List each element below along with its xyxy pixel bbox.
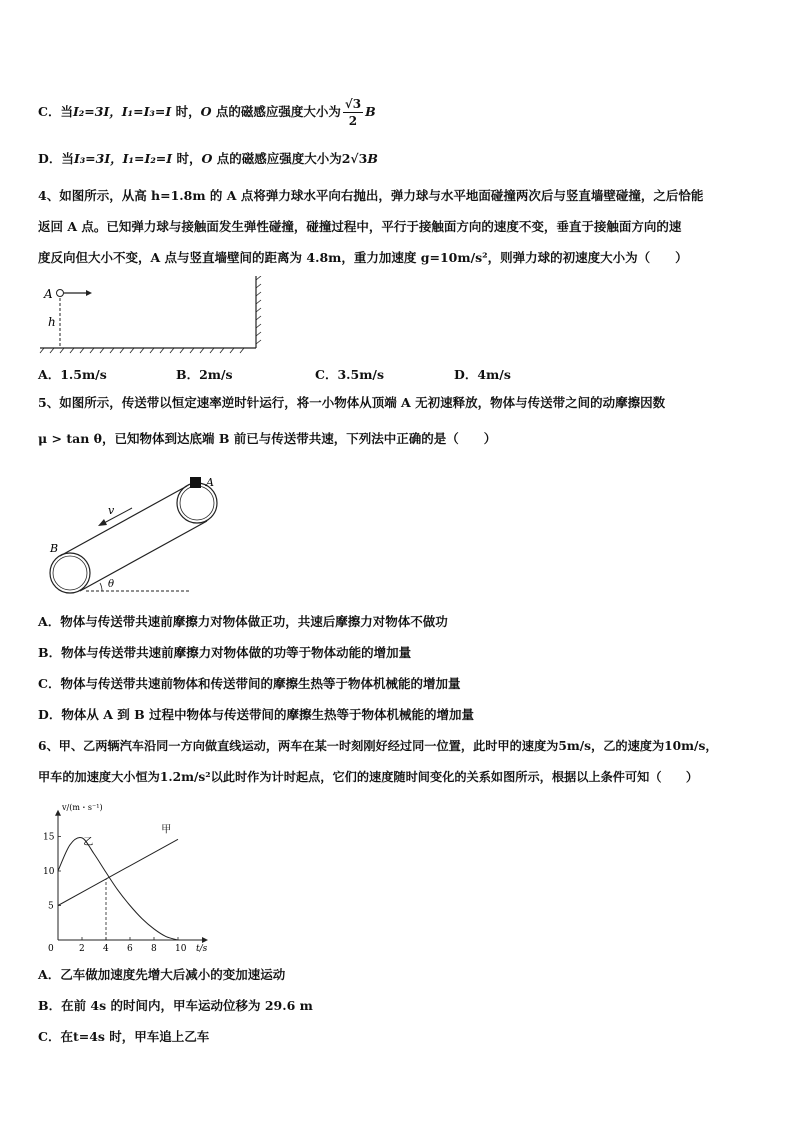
x-tick-label: 4 — [103, 944, 109, 953]
q3-option-d: D．当I₃=3I，I₁=I₂=I 时，O 点的磁感应强度大小为2√3B — [38, 151, 378, 166]
series-jia-label: 甲 — [161, 824, 172, 836]
x-axis-arrow — [202, 937, 208, 943]
q4-stem-line3: 度反向但大小不变，A 点与竖直墙壁间的距离为 4.8m，重力加速度 g=10m/s²，则弹力球的初速度大小为（ ） — [38, 250, 688, 265]
q5-option-c: C．物体与传送带共速前物体和传送带间的摩擦生热等于物体机械能的增加量 — [38, 676, 461, 691]
label-v: v — [108, 504, 115, 517]
arrowhead — [86, 290, 92, 296]
q6-option-a: A．乙车做加速度先增大后减小的变加速运动 — [38, 967, 286, 982]
q5-stem-line1: 5、如图所示，传送带以恒定速率逆时针运行，将一小物体从顶端 A 无初速释放，物体与传送带之间的动摩擦因数 — [38, 395, 666, 410]
fraction: $\frac{√3}{2}$ — [344, 97, 362, 128]
x-tick-label: 6 — [127, 944, 133, 953]
top-roller — [177, 483, 217, 523]
label-theta: θ — [108, 579, 115, 590]
label-a: A — [206, 476, 214, 489]
y-axis-arrow — [55, 810, 61, 816]
q6-option-b: B．在前 4s 的时间内，甲车运动位移为 29.6 m — [38, 998, 313, 1013]
label-b: B — [50, 542, 59, 555]
q5-option-b: B．物体与传送带共速前摩擦力对物体做的功等于物体动能的增加量 — [38, 645, 412, 660]
series-yi-label: 乙 — [83, 836, 94, 848]
angle-arc — [100, 583, 102, 591]
belt-top — [60, 486, 187, 556]
arrowhead — [98, 519, 107, 526]
belt-bottom — [80, 521, 207, 591]
series-yi-curve — [58, 837, 178, 940]
block — [190, 477, 201, 488]
x-tick-label: 8 — [151, 944, 157, 953]
wall-hatching — [256, 276, 261, 344]
q5-option-a: A．物体与传送带共速前摩擦力对物体做正功，共速后摩擦力对物体不做功 — [38, 614, 448, 629]
q6-stem-line1: 6、甲、乙两辆汽车沿同一方向做直线运动，两车在某一时刻刚好经过同一位置，此时甲的速度为5m/s，乙的速度为10m/s， — [38, 739, 718, 753]
q5-figure — [40, 470, 240, 600]
y-tick-label: 15 — [43, 832, 55, 843]
q4-stem-line1: 4、如图所示，从高 h=1.8m 的 A 点将弹力球水平向右抛出，弹力球与水平地面碰撞两次后与竖直墙壁碰撞，之后恰能 — [38, 188, 704, 203]
q4-option-c: C．3.5m/s — [315, 367, 385, 382]
ball — [57, 290, 64, 297]
x-tick-label: 2 — [79, 944, 85, 953]
velocity-time-chart — [38, 798, 218, 953]
q4-option-d: D．4m/s — [454, 367, 511, 382]
q4-option-a: A．1.5m/s — [38, 367, 107, 382]
q6-option-c: C．在t=4s 时，甲车追上乙车 — [38, 1029, 210, 1044]
q6-stem-line2: 甲车的加速度大小恒为1.2m/s²以此时作为计时起点，它们的速度随时间变化的关系如图所示，根据以上条件可知（ ） — [38, 770, 699, 784]
x-tick-label: 0 — [48, 944, 54, 953]
bottom-roller — [50, 553, 90, 593]
point-label: A — [44, 287, 53, 301]
q5-stem-line2: μ > tan θ，已知物体到达底端 B 前已与传送带共速，下列法中正确的是（ ） — [38, 431, 497, 446]
q3-option-c: C．当I₂=3I，I₁=I₃=I 时，O 点的磁感应强度大小为 $\frac{√3}{2}$ B — [38, 97, 376, 128]
y-axis-label: v/(m・s⁻¹) — [62, 803, 103, 812]
q4-stem-line2: 返回 A 点。已知弹力球与接触面发生弹性碰撞，碰撞过程中，平行于接触面方向的速度不变，垂直于接触面方向的速 — [38, 219, 682, 234]
ground-hatching — [40, 348, 244, 353]
y-tick-label: 10 — [43, 867, 55, 877]
q4-figure — [38, 276, 268, 356]
height-label: h — [48, 315, 56, 329]
x-axis-label: t/s — [196, 944, 208, 953]
x-tick-label: 10 — [175, 944, 187, 953]
q5-option-d: D．物体从 A 到 B 过程中物体与传送带间的摩擦生热等于物体机械能的增加量 — [38, 707, 475, 722]
series-jia-line — [58, 839, 178, 905]
q4-option-b: B．2m/s — [176, 367, 233, 382]
y-tick-label: 5 — [48, 901, 54, 912]
